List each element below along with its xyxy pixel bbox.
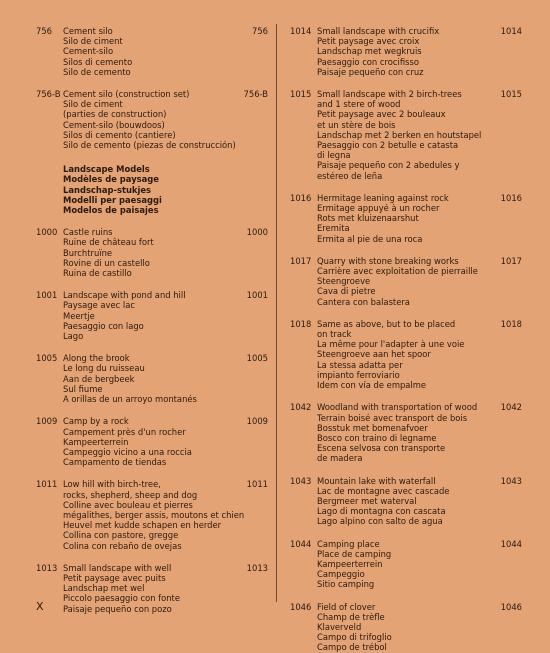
item-number-right: 1011 [246, 479, 268, 490]
catalog-entry [36, 26, 268, 77]
description-line: Camp by a rock [63, 416, 129, 427]
description-line: Campo de trébol [317, 642, 387, 653]
description-line: et un stère de bois [317, 119, 396, 130]
description-line: Landschap met wel [63, 583, 145, 594]
entry-descriptions [63, 164, 268, 215]
item-number: 1015 [290, 89, 312, 100]
entry-descriptions [317, 476, 522, 527]
description-line: Kampeerterrein [317, 558, 383, 569]
description-line: Steengroeve [317, 276, 371, 287]
description-line: Small landscape with well [63, 562, 172, 573]
entry-descriptions [63, 353, 268, 404]
item-number: 1014 [290, 26, 312, 36]
description-line: Silos di cemento (cantiere) [63, 129, 176, 140]
description-line: La même pour l'adapter à une voie [317, 339, 465, 350]
catalog-entry [290, 89, 522, 181]
description-line: Campement près d'un rocher [63, 426, 186, 437]
description-line: Paisaje pequeño con 2 abedules y [317, 160, 460, 171]
catalog-entry [290, 319, 522, 390]
left-column [36, 26, 268, 614]
description-line: Modèles de paysage [63, 174, 159, 185]
item-number-right: 1014 [500, 26, 522, 36]
section-heading [36, 164, 268, 215]
description-line: Silo de cemento (piezas de construcción) [63, 140, 236, 151]
catalog-entry [36, 353, 268, 404]
description-line: impianto ferroviario [317, 369, 400, 380]
entry-descriptions [63, 26, 268, 77]
description-line: estéreo de leña [317, 170, 383, 181]
item-number-right: 756-B [243, 89, 268, 100]
item-number: 1016 [290, 192, 312, 203]
catalog-entry [36, 227, 268, 278]
entry-descriptions [317, 193, 522, 244]
description-line: Ruine de château fort [63, 237, 154, 248]
description-line: Landscape Models [63, 164, 150, 175]
description-line: Paysage avec lac [63, 300, 135, 311]
description-line: Campo di trifoglio [317, 632, 392, 643]
entry-descriptions [63, 479, 268, 550]
item-number: 1000 [36, 227, 58, 238]
description-line: Collina con pastore, gregge [63, 530, 179, 541]
description-line: Petit paysage avec puits [63, 572, 166, 583]
catalog-entry [290, 476, 522, 527]
description-line: Field of clover [317, 601, 376, 612]
description-line: Campeggio vicino a una roccia [63, 446, 192, 457]
entry-descriptions [63, 563, 268, 614]
entry-descriptions [63, 290, 268, 341]
description-line: Cement silo [63, 26, 113, 36]
catalog-entry [36, 479, 268, 550]
description-line: Mountain lake with waterfall [317, 475, 436, 486]
description-line: and 1 stere of wood [317, 99, 401, 110]
description-line: Le long du ruisseau [63, 363, 145, 374]
description-line: Lac de montagne avec cascade [317, 485, 450, 496]
description-line: mégalithes, berger assis, moutons et chien [63, 509, 245, 520]
description-line: Cement-silo [63, 46, 114, 57]
description-line: Bosco con traino di legname [317, 432, 437, 443]
item-number: 1017 [290, 255, 312, 266]
description-line: Klaverveld [317, 621, 362, 632]
description-line: Silo de ciment [63, 99, 123, 110]
description-line: de madera [317, 453, 363, 464]
entry-descriptions [317, 539, 522, 590]
description-line: Colina con rebaño de ovejas [63, 540, 182, 551]
description-line: Petit paysage avec croix [317, 36, 420, 47]
description-line: Campeggio [317, 569, 365, 580]
description-line: Burchtruïne [63, 247, 113, 258]
description-line: Landschap met 2 berken en houtstapel [317, 129, 482, 140]
item-number-right: 1016 [500, 192, 522, 203]
item-number-right: 756 [252, 26, 268, 36]
column-divider [276, 24, 277, 602]
description-line: Cement-silo (bouwdoos) [63, 119, 165, 130]
item-number-right: 1000 [246, 227, 268, 238]
description-line: Kampeerterrein [63, 436, 129, 447]
entry-descriptions [317, 602, 522, 653]
item-number: 1001 [36, 290, 58, 301]
description-line: Meertje [63, 310, 95, 321]
entry-descriptions [317, 319, 522, 390]
description-line: Sitio camping [317, 579, 375, 590]
description-line: Small landscape with 2 birch-trees [317, 89, 462, 100]
description-line: Carrière avec exploitation de pierraille [317, 266, 478, 277]
description-line: Sul fiume [63, 383, 103, 394]
description-line: Idem con vía de empalme [317, 380, 427, 391]
entry-descriptions [63, 416, 268, 467]
description-line: Landschap-stukjes [63, 184, 152, 195]
description-line: (parties de construction) [63, 109, 167, 120]
item-number: 1046 [290, 601, 312, 612]
entry-descriptions [317, 256, 522, 307]
catalog-entry [290, 402, 522, 463]
description-line: Silo de ciment [63, 36, 123, 47]
description-line: rocks, shepherd, sheep and dog [63, 489, 198, 500]
item-number-right: 1015 [500, 89, 522, 100]
description-line: Quarry with stone breaking works [317, 255, 459, 266]
description-line: A orillas de un arroyo montanés [63, 394, 197, 405]
description-line: Ermita al pie de una roca [317, 233, 423, 244]
description-line: Paisaje pequeño con cruz [317, 66, 424, 77]
description-line: Silo de cemento [63, 66, 131, 77]
description-line: Paesaggio con 2 betulle e catasta [317, 140, 459, 151]
description-line: Rots met kluizenaarshut [317, 213, 419, 224]
description-line: Same as above, but to be placed [317, 318, 456, 329]
description-line: Cement silo (construction set) [63, 89, 190, 100]
catalog-entry [290, 193, 522, 244]
entry-descriptions [63, 227, 268, 278]
catalog-entry [290, 256, 522, 307]
catalog-entry [36, 416, 268, 467]
item-number-right: 1005 [246, 353, 268, 364]
description-line: Colline avec bouleau et pierres [63, 499, 193, 510]
description-line: Lago alpino con salto de agua [317, 516, 443, 527]
catalog-entry [290, 26, 522, 77]
item-number-right: 1017 [500, 255, 522, 266]
description-line: Ermitage appuyé à un rocher [317, 203, 440, 214]
description-line: Modelos de paisajes [63, 205, 159, 216]
description-line: on track [317, 329, 352, 340]
description-line: Aan de bergbeek [63, 373, 135, 384]
description-line: Petit paysage avec 2 bouleaux [317, 109, 446, 120]
description-line: Lago [63, 331, 84, 342]
item-number: 756 [36, 26, 52, 36]
description-line: Place de camping [317, 548, 392, 559]
description-line: Ruina de castillo [63, 268, 132, 279]
item-number: 1044 [290, 538, 312, 549]
description-line: La stessa adatta per [317, 359, 403, 370]
description-line: Woodland with transportation of wood [317, 402, 478, 413]
description-line: Camping place [317, 538, 380, 549]
item-number: 756-B [36, 89, 61, 100]
entry-descriptions [317, 89, 522, 181]
description-line: Eremita [317, 223, 350, 234]
item-number-right: 1018 [500, 318, 522, 329]
item-number-right: 1044 [500, 538, 522, 549]
item-number-right: 1001 [246, 290, 268, 301]
description-line: Cantera con balastera [317, 296, 410, 307]
description-line: Bosstuk met bomenafvoer [317, 422, 428, 433]
description-line: Escena selvosa con transporte [317, 443, 446, 454]
item-number-right: 1046 [500, 601, 522, 612]
description-line: Campamento de tiendas [63, 457, 167, 468]
description-line: Low hill with birch-tree, [63, 479, 161, 490]
catalog-entry [36, 563, 268, 614]
description-line: Lago di montagna con cascata [317, 506, 446, 517]
catalog-entry [290, 539, 522, 590]
right-column [290, 26, 522, 653]
description-line: Paesaggio con crocifisso [317, 56, 419, 67]
item-number: 1018 [290, 318, 312, 329]
description-line: Landscape with pond and hill [63, 290, 186, 301]
catalog-entry [290, 602, 522, 653]
description-line: Cava di pietre [317, 286, 376, 297]
description-line: Heuvel met kudde schapen en herder [63, 520, 222, 531]
item-number-right: 1013 [246, 562, 268, 573]
description-line: Modelli per paesaggi [63, 194, 162, 205]
description-line: Terrain boisé avec transport de bois [317, 412, 468, 423]
description-line: Steengroeve aan het spoor [317, 349, 431, 360]
item-number: 1005 [36, 353, 58, 364]
item-number: 1011 [36, 479, 58, 490]
description-line: Castle ruins [63, 227, 113, 238]
description-line: Paisaje pequeño con pozo [63, 603, 172, 614]
description-line: Silos di cemento [63, 56, 133, 67]
entry-descriptions [317, 402, 522, 463]
item-number: 1013 [36, 562, 58, 573]
description-line: Rovine di un castello [63, 257, 150, 268]
item-number-right: 1009 [246, 416, 268, 427]
catalog-entry [36, 290, 268, 341]
item-number: 1009 [36, 416, 58, 427]
description-line: Piccolo paesaggio con fonte [63, 593, 180, 604]
description-line: Champ de trèfle [317, 611, 385, 622]
description-line: Landschap met wegkruis [317, 46, 422, 57]
entry-descriptions [63, 89, 268, 150]
item-number: 1043 [290, 475, 312, 486]
page-mark: X [36, 600, 44, 613]
entry-descriptions [317, 26, 522, 77]
item-number: 1042 [290, 402, 312, 413]
description-line: Along the brook [63, 353, 130, 364]
catalog-entry [36, 89, 268, 150]
description-line: Hermitage leaning against rock [317, 192, 449, 203]
description-line: di legna [317, 150, 351, 161]
description-line: Small landscape with crucifix [317, 26, 440, 36]
item-number-right: 1043 [500, 475, 522, 486]
description-line: Bergmeer met waterval [317, 495, 417, 506]
description-line: Paesaggio con lago [63, 320, 144, 331]
item-number-right: 1042 [500, 402, 522, 413]
